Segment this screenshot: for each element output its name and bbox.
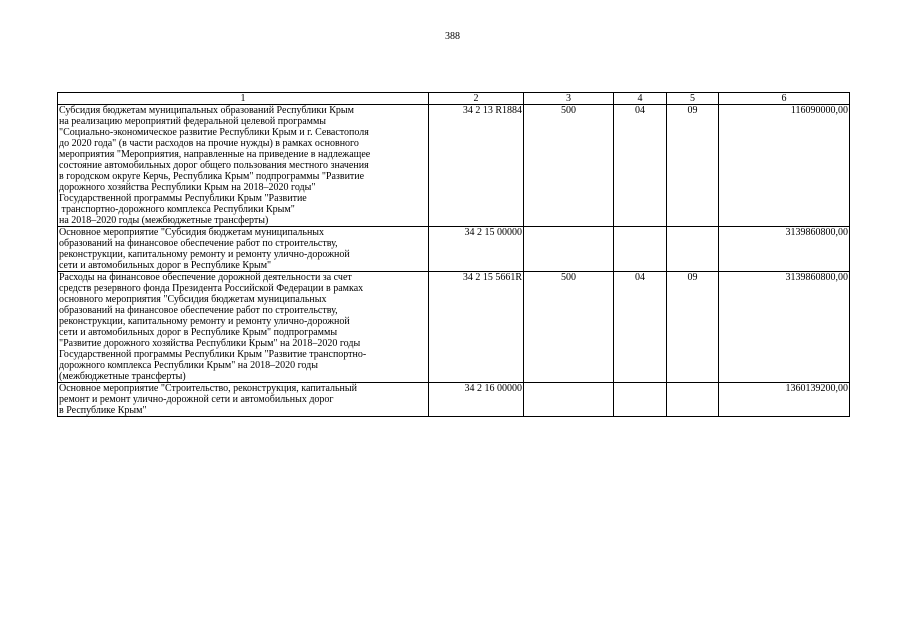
row-col3-cell xyxy=(524,383,614,417)
name-line: Государственной программы Республики Крым "Развитие транспортно- xyxy=(59,349,367,360)
row-code-cell: 34 2 16 00000 xyxy=(429,383,524,417)
name-line: Субсидия бюджетам муниципальных образований Республики Крым xyxy=(59,105,354,116)
row-col5-cell xyxy=(667,383,719,417)
column-header: 5 xyxy=(667,93,719,105)
name-line: основного мероприятия "Субсидия бюджетам муниципальных xyxy=(59,294,327,305)
row-col3-cell: 500 xyxy=(524,105,614,227)
row-col5-cell xyxy=(667,227,719,272)
budget-table xyxy=(57,92,850,417)
name-line: Государственной программы Республики Крым "Развитие xyxy=(59,193,307,204)
name-line: реконструкции, капитальному ремонту и ремонту улично-дорожной xyxy=(59,316,350,327)
name-line: сети и автомобильных дорог в Республике Крым" подпрограммы xyxy=(59,327,338,338)
row-col4-cell xyxy=(614,227,667,272)
name-line: транспортно-дорожного комплекса Республики Крым" xyxy=(59,204,295,215)
name-line: мероприятия "Мероприятия, направленные на приведение в надлежащее xyxy=(59,149,371,160)
column-header: 4 xyxy=(614,93,667,105)
name-line: "Социально-экономическое развитие Республики Крым и г. Севастополя xyxy=(59,127,369,138)
name-line: на 2018–2020 годы (межбюджетные трансферты) xyxy=(59,215,269,226)
name-line: Расходы на финансовое обеспечение дорожной деятельности за счет xyxy=(59,272,352,283)
table-row xyxy=(58,272,850,383)
name-line: на реализацию мероприятий федеральной целевой программы xyxy=(59,116,327,127)
row-code-cell: 34 2 15 00000 xyxy=(429,227,524,272)
row-col5-cell: 09 xyxy=(667,105,719,227)
row-amount-cell: 1360139200,00 xyxy=(719,383,850,417)
row-code-cell: 34 2 13 R1884 xyxy=(429,105,524,227)
name-line: средств резервного фонда Президента Российской Федерации в рамках xyxy=(59,283,364,294)
row-col4-cell: 04 xyxy=(614,105,667,227)
table-row xyxy=(58,105,850,227)
name-line: состояние автомобильных дорог общего пользования местного значения xyxy=(59,160,369,171)
name-line: Основное мероприятие "Субсидия бюджетам муниципальных xyxy=(59,227,325,238)
name-line: "Развитие дорожного хозяйства Республики Крым" на 2018–2020 годы xyxy=(59,338,361,349)
table-header-row xyxy=(58,93,850,105)
column-header: 1 xyxy=(58,93,429,105)
name-line: дорожного хозяйства Республики Крым на 2018–2020 годы" xyxy=(59,182,316,193)
row-col4-cell: 04 xyxy=(614,272,667,383)
name-line: образований на финансовое обеспечение работ по строительству, xyxy=(59,238,338,249)
page-number: 388 xyxy=(445,31,460,42)
column-header: 6 xyxy=(719,93,850,105)
column-header: 3 xyxy=(524,93,614,105)
row-name-cell xyxy=(58,383,429,417)
row-name-cell xyxy=(58,227,429,272)
name-line: (межбюджетные трансферты) xyxy=(59,371,186,382)
name-line: образований на финансовое обеспечение работ по строительству, xyxy=(59,305,338,316)
row-col3-cell xyxy=(524,227,614,272)
name-line: до 2020 года" (в части расходов на прочие нужды) в рамках основного xyxy=(59,138,359,149)
table-row xyxy=(58,227,850,272)
row-amount-cell: 116090000,00 xyxy=(719,105,850,227)
name-line: дорожного комплекса Республики Крым" на 2018–2020 годы xyxy=(59,360,318,371)
row-code-cell: 34 2 15 5661R xyxy=(429,272,524,383)
name-line: реконструкции, капитальному ремонту и ремонту улично-дорожной xyxy=(59,249,350,260)
name-line: сети и автомобильных дорог в Республике Крым" xyxy=(59,260,272,271)
name-line: ремонт и ремонт улично-дорожной сети и автомобильных дорог xyxy=(59,394,334,405)
table-row xyxy=(58,383,850,417)
row-col3-cell: 500 xyxy=(524,272,614,383)
name-line: в Республике Крым" xyxy=(59,405,147,416)
row-amount-cell: 3139860800,00 xyxy=(719,272,850,383)
column-header: 2 xyxy=(429,93,524,105)
row-col5-cell: 09 xyxy=(667,272,719,383)
name-line: Основное мероприятие "Строительство, реконструкция, капитальный xyxy=(59,383,357,394)
row-col4-cell xyxy=(614,383,667,417)
row-amount-cell: 3139860800,00 xyxy=(719,227,850,272)
name-line: в городском округе Керчь, Республика Крым" подпрограммы "Развитие xyxy=(59,171,365,182)
row-name-cell xyxy=(58,105,429,227)
row-name-cell xyxy=(58,272,429,383)
